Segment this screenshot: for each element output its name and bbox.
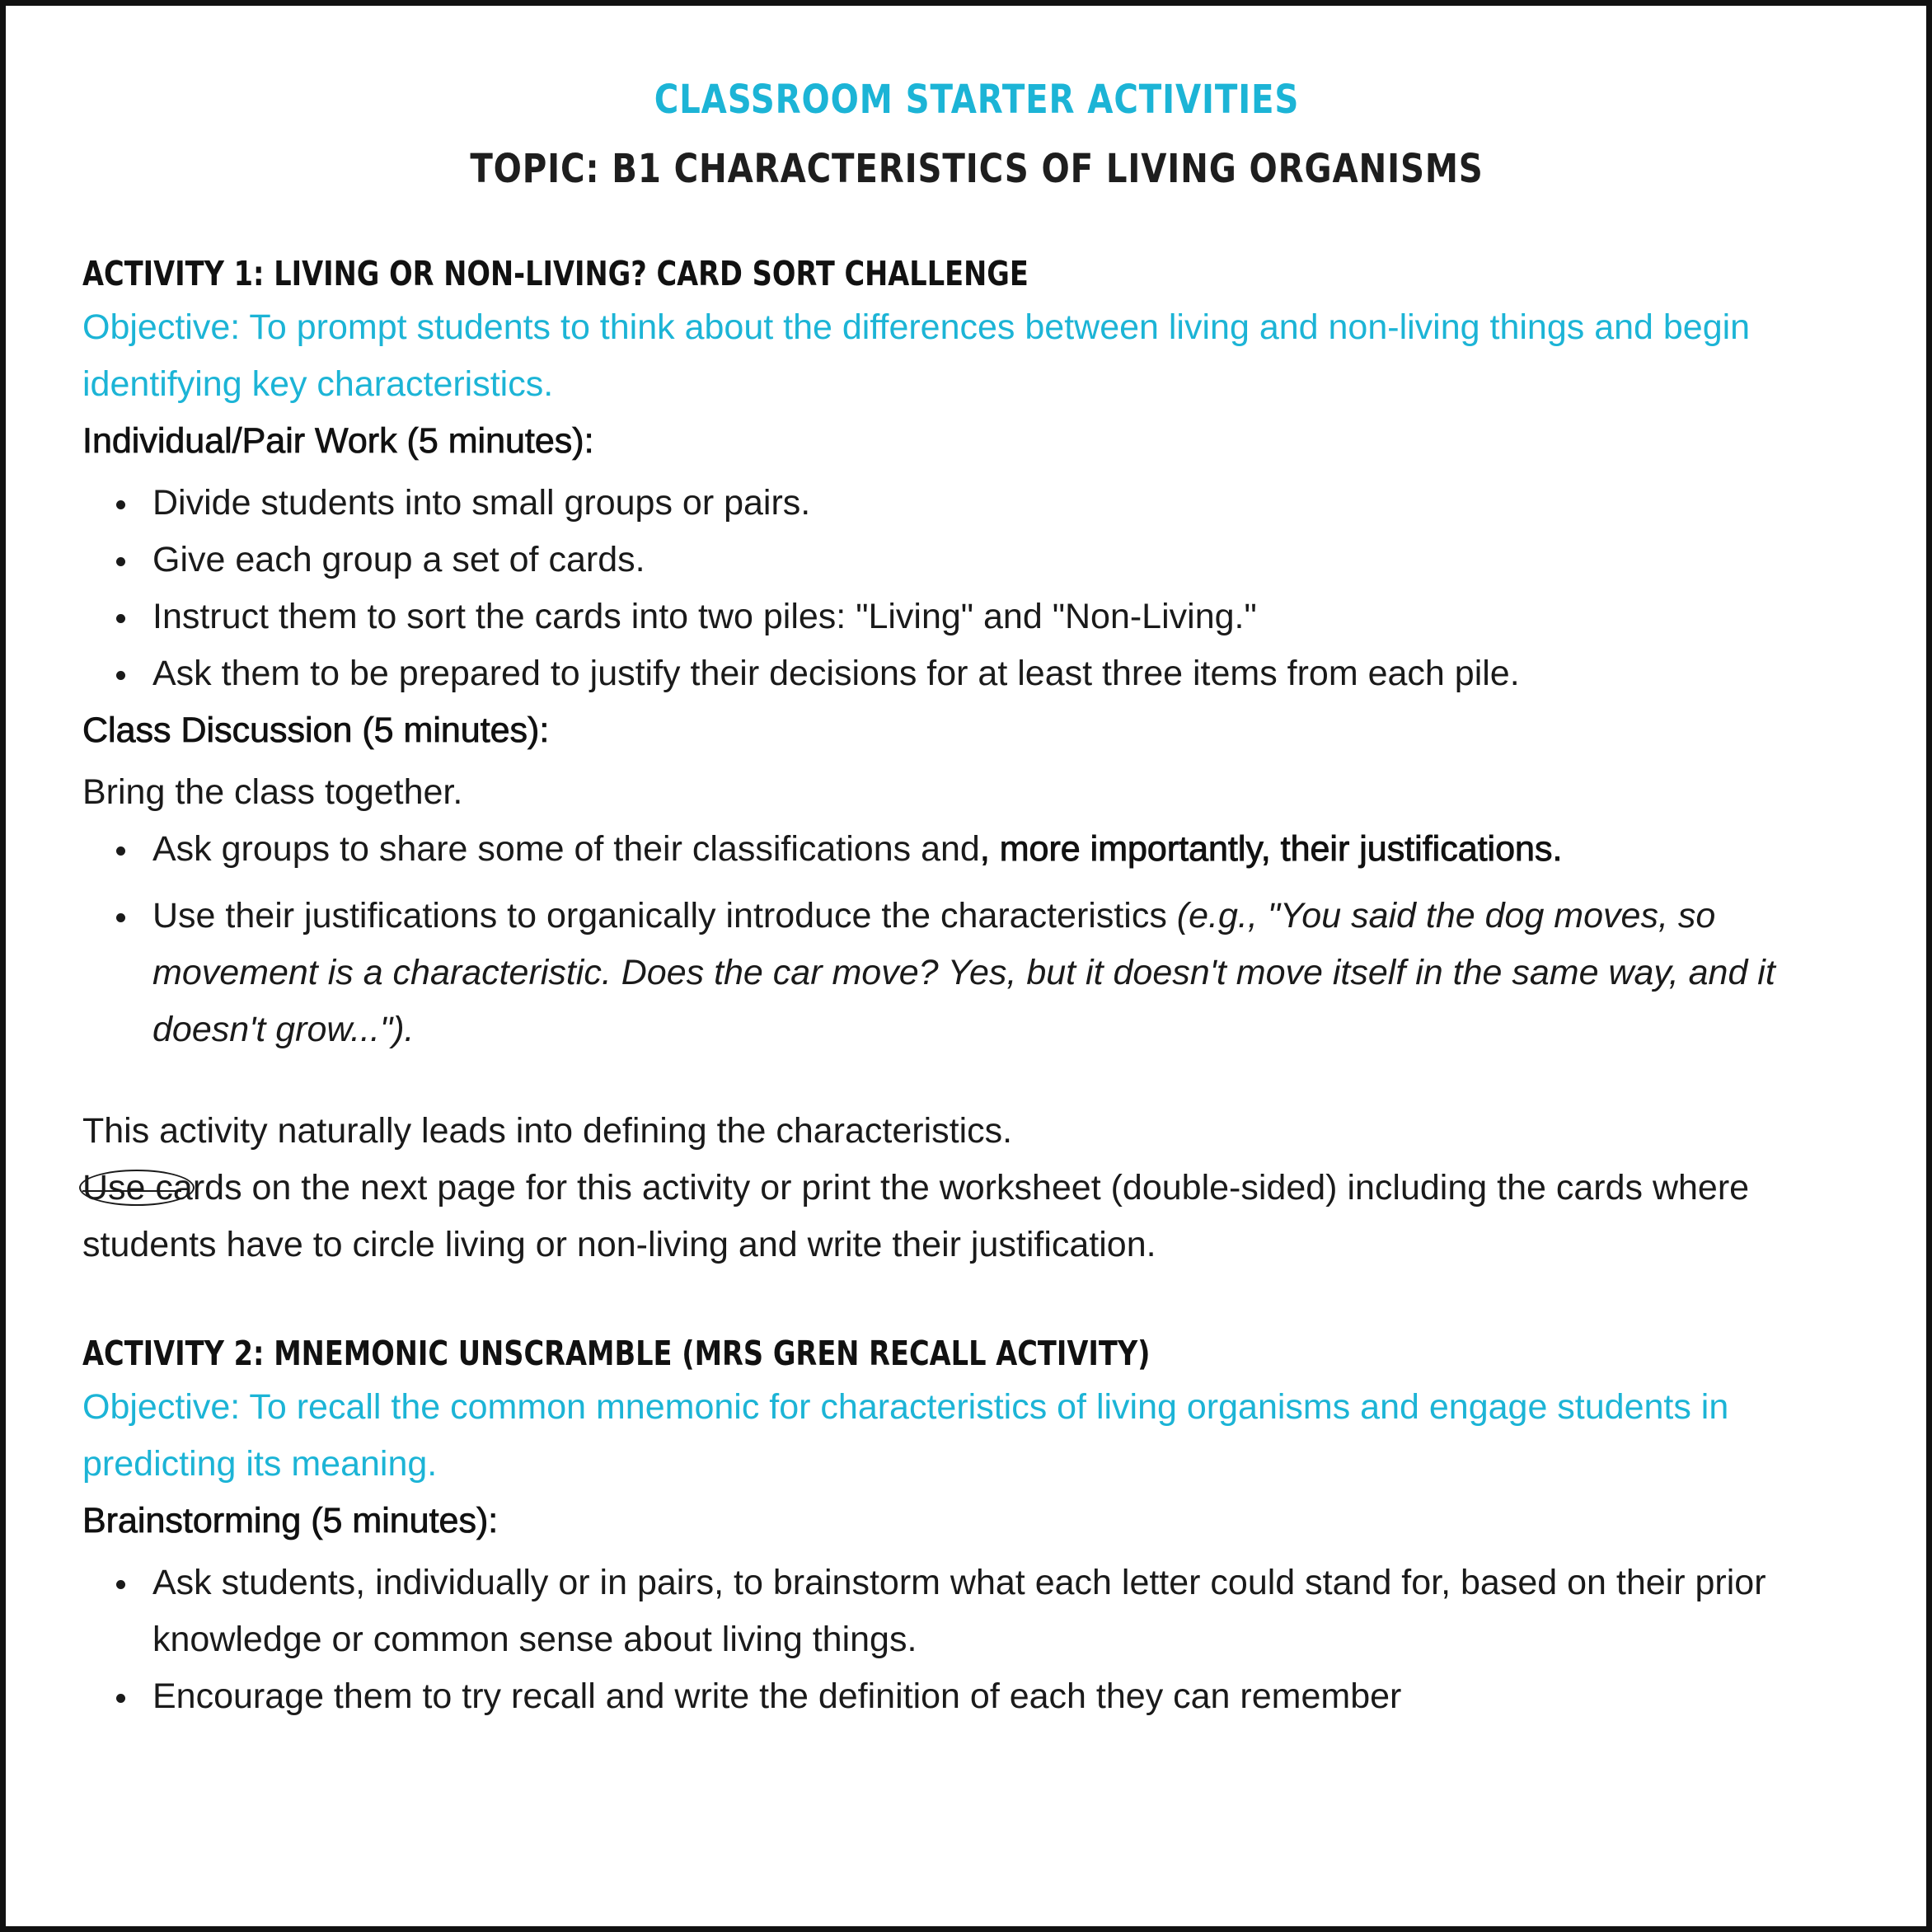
- list-item: Encourage them to try recall and write the definition of each they can remember: [152, 1668, 1875, 1725]
- list-item: Instruct them to sort the cards into two piles: "Living" and "Non-Living.": [152, 589, 1875, 645]
- individual-work-list: [82, 475, 1871, 702]
- list-item: Ask them to be prepared to justify their decisions for at least three items from each pile.: [152, 645, 1875, 702]
- list-item: Give each group a set of cards.: [152, 532, 1875, 589]
- activity-2-objective: Objective: To recall the common mnemonic for characteristics of living organisms and engage students in predicting its meaning.: [82, 1387, 1729, 1484]
- bullet-icon: [116, 1580, 125, 1589]
- page-title: CLASSROOM STARTER ACTIVITIES: [654, 77, 1300, 123]
- brainstorming-heading: Brainstorming (5 minutes):: [82, 1501, 499, 1540]
- discussion-intro: Bring the class together.: [82, 772, 463, 812]
- document-content: [82, 70, 1871, 1725]
- individual-work-heading: Individual/Pair Work (5 minutes):: [82, 421, 594, 461]
- bullet-icon: [116, 671, 125, 680]
- closing-note: This activity naturally leads into defining the characteristics.: [82, 1111, 1013, 1151]
- bullet-icon: [116, 1694, 125, 1703]
- brainstorming-list: [82, 1555, 1871, 1725]
- list-item: Divide students into small groups or pairs.: [152, 475, 1875, 532]
- bullet-icon: [116, 846, 125, 856]
- list-item: Ask students, individually or in pairs, to brainstorm what each letter could stand for, based on their prior knowledge or common sense about living things.: [152, 1555, 1875, 1668]
- list-item: Ask groups to share some of their classifications and, more importantly, their justifications.: [152, 821, 1875, 878]
- bullet-icon: [116, 557, 125, 566]
- activity-1-objective: Objective: To prompt students to think about the differences between living and non-living things and begin identifying key characteristics.: [82, 307, 1751, 404]
- list-item: Use their justifications to organically introduce the characteristics (e.g., "You said the dog moves, so movement is a characteristic. Does the car move? Yes, but it doesn't move itself in the same way, and it doesn't grow...").: [152, 888, 1875, 1058]
- activity-1-heading: ACTIVITY 1: LIVING OR NON-LIVING? CARD SORT CHALLENGE: [82, 254, 1029, 293]
- activity-2-heading: ACTIVITY 2: MNEMONIC UNSCRAMBLE (MRS GREN RECALL ACTIVITY): [82, 1334, 1151, 1373]
- class-discussion-heading: Class Discussion (5 minutes):: [82, 710, 550, 750]
- strike-annotation-icon: [82, 1190, 181, 1192]
- bullet-icon: [116, 614, 125, 623]
- activity-1-section: [82, 248, 1871, 1273]
- worksheet-note: Use c ards on the next page for this activity or print the worksheet (double-sided) including the cards where students have to circle living or non-living and write their justification.: [82, 1160, 1871, 1273]
- activity-2-section: [82, 1328, 1871, 1725]
- bullet-icon: [116, 913, 125, 922]
- bullet-icon: [116, 500, 125, 509]
- handwritten-mark: Use c: [82, 1160, 173, 1217]
- topic-title: TOPIC: B1 CHARACTERISTICS OF LIVING ORGANISMS: [470, 146, 1484, 192]
- discussion-list: [82, 821, 1871, 1058]
